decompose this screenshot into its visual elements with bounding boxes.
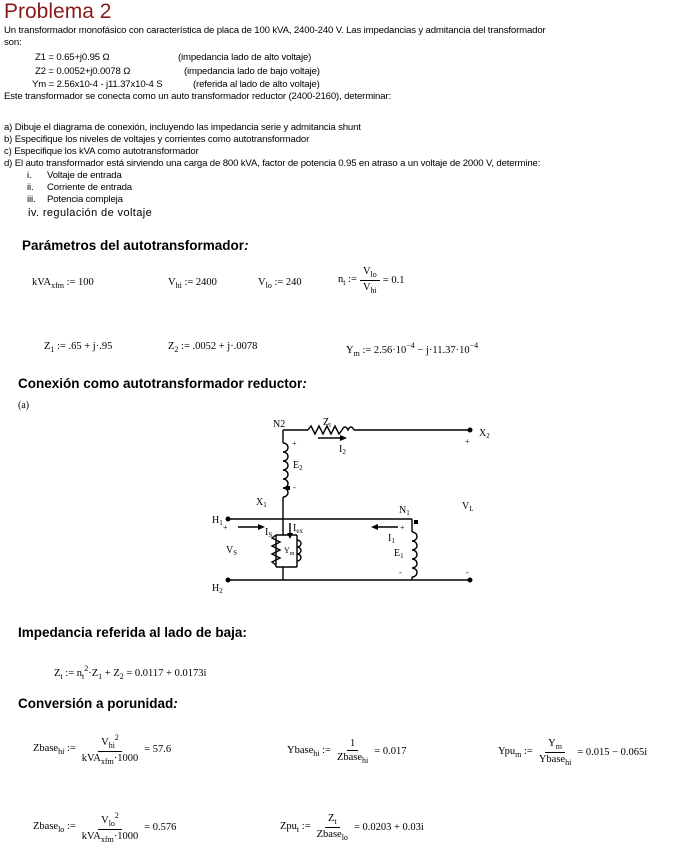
- x2-terminal: [468, 428, 473, 433]
- iex-label: [293, 523, 303, 535]
- ybase-hi-equation: Ybase$_{hi}$ := $\frac{1}{Zbase_{hi}}$ = 0.017: [287, 738, 407, 765]
- param-z1-value: .65 + j·.95: [68, 341, 113, 352]
- vs-label-sub: S: [233, 549, 238, 557]
- is-label-main: I: [265, 527, 269, 538]
- param-nt-value: 0.1: [391, 275, 405, 286]
- params-heading-colon: :: [244, 238, 249, 253]
- e2-label-sub: 2: [299, 464, 303, 472]
- i1-arrowhead: [371, 524, 378, 530]
- param-ym-exp2: −4: [469, 341, 479, 350]
- i2-label-sub: 2: [342, 448, 346, 456]
- intro-line-2: son:: [4, 37, 22, 48]
- h2-label-sub: 2: [219, 587, 223, 595]
- vs-label-main: V: [226, 545, 234, 556]
- h2-label: [212, 583, 223, 595]
- param-z2: $Z_2$ := .0052 + j·.0078: [168, 341, 258, 354]
- z2-value: Z2 = 0.0052+j0.0078 Ω: [35, 66, 131, 77]
- z1-note: (impedancia lado de alto voltaje): [178, 52, 312, 63]
- is-arrowhead: [258, 524, 265, 530]
- subquestion-iv: iv. regulación de voltaje: [28, 207, 153, 219]
- h2-terminal: [226, 578, 231, 583]
- n1-label-sub: 1: [406, 509, 410, 517]
- is-label: [265, 527, 272, 539]
- subquestion-ii-num: ii.: [27, 182, 34, 193]
- e1-plus: +: [400, 523, 405, 532]
- x2-label-sub: 2: [486, 432, 490, 440]
- ym-value: Ym = 2.56x10-4 - j11.37x10-4 S: [32, 79, 163, 90]
- z2-note: (impedancia lado de bajo voltaje): [184, 66, 320, 77]
- zt-equation: $Z_t$ := $n_t^2\cdot Z_1 + Z_2 = 0.0117 + 0.0173i$: [54, 664, 207, 681]
- param-vhi: $V_{hi}$ := 2400: [168, 277, 217, 290]
- ym-label: [284, 546, 295, 557]
- param-ym-exp: −4: [406, 341, 415, 350]
- vs-label: [226, 545, 237, 557]
- param-nt: $n_t$ := $\frac{V_{lo}}{V_{hi}}$ = 0.1: [338, 266, 405, 295]
- diagram-part-label: (a): [18, 400, 30, 411]
- i1-label-sub: 1: [391, 537, 395, 545]
- subquestion-i-num: i.: [27, 170, 32, 181]
- i1-label: [388, 533, 395, 545]
- zbase-lo-thousand: 1000: [117, 831, 139, 842]
- e1-label-sub: 1: [400, 552, 404, 560]
- h1-label: [212, 515, 223, 527]
- zpu-t-result: 0.0203 + 0.03i: [362, 822, 424, 833]
- ypu-m-equation: Ypu$_m$ := $\frac{Y_m}{Ybase_{hi}}$ = 0.015 − 0.065i: [498, 738, 648, 767]
- x-bottom-minus: -: [466, 568, 469, 577]
- x1-label: [256, 497, 267, 509]
- param-kva: kVA$_{xfm}$ := 100: [32, 277, 94, 290]
- iex-label-sub: ex: [296, 527, 303, 535]
- n2-label: N2: [273, 419, 286, 430]
- question-c: c) Especifique los kVA como autotransformador: [4, 146, 199, 157]
- ym-note: (referida al lado de alto voltaje): [193, 79, 320, 90]
- h1-label-sub: 1: [219, 519, 223, 527]
- iex-label-main: I: [293, 523, 297, 534]
- zt-label-main: Z: [323, 417, 330, 428]
- zbase-hi-equation: Zbase$_{hi}$ := $\frac{V_{hi}^2}{kVA_{xfm}\cdot 1000}$ = 57.6: [33, 733, 172, 766]
- param-z1: $Z_1$ := .65 + j·.95: [44, 341, 113, 354]
- x2-label-main: X: [479, 428, 487, 439]
- z1-value: Z1 = 0.65+j0.95 Ω: [35, 52, 110, 63]
- impedance-heading: Impedancia referida al lado de baja:: [18, 625, 247, 640]
- n1-label: [399, 505, 410, 517]
- ybase-hi-one: 1: [347, 738, 358, 751]
- zt-exp: 2: [84, 664, 89, 673]
- e1-label: [394, 548, 404, 560]
- h1-plus: +: [223, 523, 228, 532]
- subquestion-i: Voltaje de entrada: [47, 170, 122, 181]
- vl-label-main: V: [462, 501, 470, 512]
- x-bottom-terminal: [468, 578, 473, 583]
- zt-label-sub: t: [329, 421, 332, 429]
- zpu-t-equation: Zpu$_t$ := $\frac{Z_t}{Zbase_{lo}}$ = 0.0203 + 0.03i: [280, 813, 424, 842]
- i2-label-main: I: [339, 444, 343, 455]
- i2-arrowhead: [340, 435, 347, 441]
- e2-plus: +: [292, 439, 297, 448]
- perunit-heading: [18, 696, 178, 711]
- e2-minus: -: [293, 483, 296, 492]
- intro-line-1: Un transformador monofásico con característica de placa de 100 kVA, 2400-240 V. Las impedancias y admitancia del transformador: [4, 25, 546, 36]
- zbase-lo-exp: 2: [114, 811, 119, 820]
- is-label-sub: S: [268, 531, 273, 539]
- perunit-heading-text: Conversión a porunidad: [18, 696, 174, 711]
- zbase-hi-exp: 2: [114, 733, 119, 742]
- vl-label-sub: L: [469, 505, 474, 513]
- h1-terminal: [226, 517, 231, 522]
- param-kva-value: 100: [78, 277, 94, 288]
- params-heading-text: Parámetros del autotransformador: [22, 238, 245, 253]
- x1-label-sub: 1: [263, 501, 267, 509]
- param-ym: $Y_m$ := $2.56\cdot 10^{-4} - j\cdot 11.37\cdot 10^{-4}$: [346, 341, 479, 358]
- x2-plus: +: [465, 437, 470, 446]
- zbase-hi-thousand: 1000: [117, 753, 139, 764]
- question-a: a) Dibuje el diagrama de conexión, incluyendo las impedancia serie y admitancia shunt: [4, 122, 361, 133]
- e2-label: [293, 460, 303, 472]
- param-vlo-value: 240: [285, 277, 302, 288]
- h1-label-main: H: [212, 515, 220, 526]
- e1-minus: -: [399, 568, 402, 577]
- question-d: d) El auto transformador está sirviendo una carga de 800 kVA, factor de potencia 0.95 en atraso a un voltaje de 2000 V, determine:: [4, 158, 541, 169]
- vl-label: [462, 501, 474, 513]
- e2-label-main: E: [293, 460, 300, 471]
- param-vlo: $V_{lo}$ := 240: [258, 277, 302, 290]
- x1-label-main: X: [256, 497, 264, 508]
- zbase-hi-result: 57.6: [152, 744, 172, 755]
- param-vhi-value: 2400: [195, 277, 217, 288]
- subquestion-iii-num: iii.: [27, 194, 36, 205]
- x2-label: [479, 428, 490, 440]
- zt-label: [323, 417, 331, 429]
- page-title: Problema 2: [4, 0, 112, 23]
- connection-heading-text: Conexión como autotransformador reductor: [18, 376, 303, 391]
- ym-label-sub: m: [289, 551, 295, 557]
- i2-label: [339, 444, 346, 456]
- zbase-lo-equation: Zbase$_{lo}$ := $\frac{V_{lo}^2}{kVA_{xfm}\cdot 1000}$ = 0.576: [33, 811, 177, 844]
- e1-polarity-dot: [414, 520, 418, 524]
- ym-label-main: Y: [284, 546, 290, 555]
- subquestion-ii: Corriente de entrada: [47, 182, 132, 193]
- e2-polarity-dot: [286, 486, 290, 490]
- perunit-heading-colon: :: [173, 696, 178, 711]
- param-ym-imag: − j·11.37·10: [414, 345, 470, 356]
- h2-label-main: H: [212, 583, 220, 594]
- e1-winding: [412, 532, 417, 577]
- question-b: b) Especifique los niveles de voltajes y corrientes como autotransformador: [4, 134, 310, 145]
- n1-label-main: N: [399, 505, 407, 516]
- ybase-hi-result: 0.017: [382, 746, 407, 757]
- subquestion-iii: Potencia compleja: [47, 194, 123, 205]
- zbase-lo-result: 0.576: [152, 822, 177, 833]
- zt-inductor: [342, 427, 354, 430]
- intro-line-3: Este transformador se conecta como un auto transformador reductor (2400-2160), determinar:: [4, 91, 391, 102]
- i1-label-main: I: [388, 533, 392, 544]
- connection-heading-colon: :: [302, 376, 307, 391]
- ypu-m-result: 0.015 − 0.065i: [585, 747, 648, 758]
- e1-label-main: E: [394, 548, 401, 559]
- param-ym-value: 2.56·10: [373, 345, 407, 356]
- zt-result: 0.0117 + 0.0173i: [134, 668, 207, 679]
- param-z2-value: .0052 + j·.0078: [192, 341, 258, 352]
